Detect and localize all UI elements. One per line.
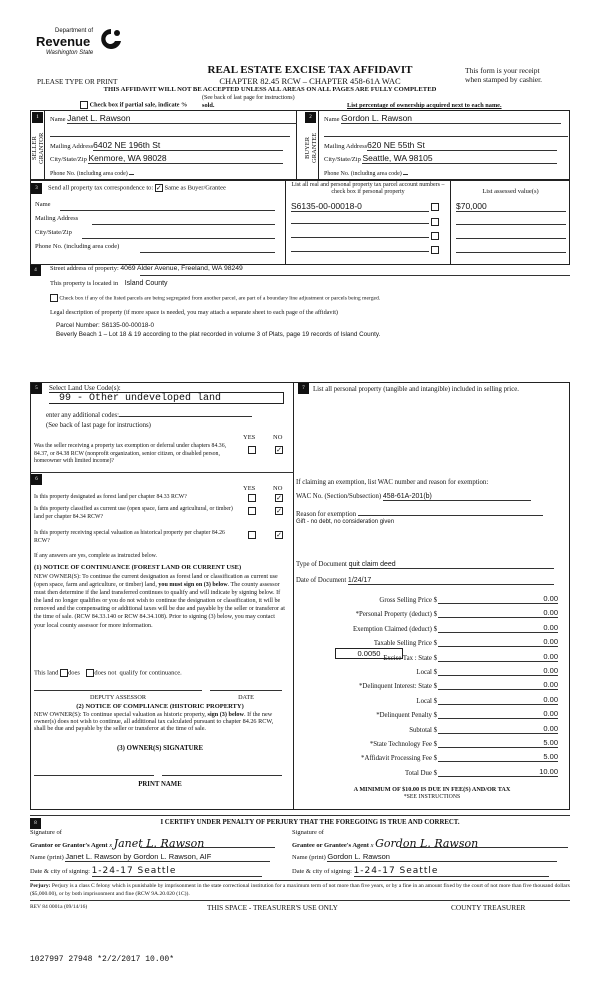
form-chapter: CHAPTER 82.45 RCW – CHAPTER 458-61A WAC [219, 76, 401, 86]
forest-question: Is this property designated as forest land per chapter 84.33 RCW? [34, 494, 187, 500]
section-7-number: 7 [298, 383, 309, 394]
buyer-name-field[interactable]: Gordon L. Rawson [341, 113, 561, 124]
tax-row [300, 738, 568, 748]
tax-row [300, 724, 568, 734]
seller-name-label: Name [50, 116, 66, 123]
please-type: PLEASE TYPE OR PRINT [37, 78, 118, 86]
section-4-number: 4 [30, 265, 41, 276]
yes-header: YES [243, 485, 256, 492]
tax-row [300, 767, 568, 777]
county-treasurer-label: COUNTY TREASURER [451, 903, 526, 912]
grantee-date-label: Date & city of signing: [292, 868, 352, 875]
section-2-number: 2 [305, 112, 316, 123]
section-8-number: 8 [30, 818, 41, 829]
doc-type-label: Type of Document [296, 561, 347, 568]
buyer-side-label: BUYER GRANTEE [304, 132, 318, 164]
grantee-name-field[interactable]: Gordon L. Rawson [327, 852, 557, 862]
buyer-phone-field[interactable] [403, 168, 408, 175]
located-label: This property is located in [50, 280, 119, 287]
corr-city-label: City/State/Zip [35, 229, 72, 236]
grantee-date-field[interactable]: 1-24-17 Seattle [354, 866, 549, 877]
personal-property-label: List all personal property (tangible and intangible) included in selling price. [313, 386, 519, 393]
qualify-label: qualify for continuance. [119, 669, 182, 677]
seller-name-field[interactable]: Janet L. Rawson [67, 113, 297, 124]
notice-compliance-text: NEW OWNER(S): To continue special valuation as historic property, sign (3) below. If the new owner(s) does not wish to continue, all additional tax calculated pursuant to chapter 84.26 RCW, shall be due and payable by the seller or transferor at the time of sale. [34, 711, 274, 733]
tax-row-value[interactable]: 0.00 [438, 652, 558, 662]
parcel-number-field[interactable] [291, 229, 429, 238]
tax-row-value[interactable]: 0.00 [438, 623, 558, 633]
tax-row-value[interactable]: 5.00 [438, 752, 558, 762]
this-land-label: This land [34, 669, 59, 677]
section-1-number: 1 [32, 112, 43, 123]
seller-phone-label: Phone No. (including area code) [50, 171, 128, 177]
doc-date-label: Date of Document [296, 577, 347, 584]
grantor-name-label: Name (print) [30, 854, 64, 861]
exemption-label: If claiming an exemption, list WAC number and reason for exemption: [296, 479, 489, 486]
logo-emblem-icon [98, 27, 124, 51]
minimum-due-note: A MINIMUM OF $10.00 IS DUE IN FEE(S) AND/OR TAX [353, 786, 511, 793]
tax-row-value[interactable]: 5.00 [438, 738, 558, 748]
owner-signature-label: (3) OWNER(S) SIGNATURE [117, 745, 203, 752]
exemption-no-checkbox[interactable]: ✓ [276, 446, 282, 454]
tax-row-label: *Delinquent Interest: State $ [359, 683, 437, 691]
cashier-stamp: 1027997 27948 *2/2/2017 10.00* [30, 955, 175, 964]
receipt-note-2: when stamped by cashier. [465, 75, 543, 84]
tax-row-label: Total Due $ [405, 769, 437, 777]
tax-row-value[interactable]: 0.00 [438, 594, 558, 604]
buyer-name-label: Name [324, 116, 340, 123]
buyer-address-field[interactable]: 620 NE 55th St [367, 140, 557, 151]
doc-type-field[interactable]: quit claim deed [349, 561, 554, 569]
parcel-header: List all real and personal property tax parcel account numbers – check box if personal property [291, 182, 445, 195]
same-as-buyer-checkbox[interactable]: ✓ [155, 184, 162, 192]
reason-label: Reason for exemption [296, 511, 357, 518]
personal-property-checkbox[interactable] [431, 232, 439, 240]
legal-desc-line1[interactable]: Parcel Number: S6135-00-00018-0 [56, 322, 155, 329]
form-title: REAL ESTATE EXCISE TAX AFFIDAVIT [207, 64, 413, 76]
warning-text: THIS AFFIDAVIT WILL NOT BE ACCEPTED UNLESS ALL AREAS ON ALL PAGES ARE FULLY COMPLETED [103, 86, 437, 93]
tax-row [300, 637, 568, 647]
section-6-number: 6 [31, 474, 42, 485]
tax-row-value[interactable]: 0.00 [438, 724, 558, 734]
treasurer-use-label: THIS SPACE - TREASURER'S USE ONLY [207, 903, 338, 912]
parcel-number-field[interactable] [291, 215, 429, 224]
segregate-checkbox[interactable] [50, 294, 58, 302]
tax-row [300, 608, 568, 618]
tax-row-label: Excise Tax : State $ [383, 654, 437, 662]
notice-continuance-text: NEW OWNER(S): To continue the current designation as forest land or classification as current use (open space, farm and agriculture, or timber) land, you must sign on (3) below. The county assessor must then determine if the land transferred continues to qualify and will indicate by signing below. If the land no longer qualifies or you do not wish to continue the designation or classification, it will be removed and the compensating or additional taxes will be due and payable by the seller or transferor at the time of sale. (RCW 84.33.140 or RCW 84.34.108). Prior to signing (3) below, you may contact your local county assessor for more information. [34, 574, 285, 629]
tax-row-label: *Affidavit Processing Fee $ [361, 755, 437, 763]
grantee-agent-label: Grantee or Grantee's Agent [292, 842, 369, 849]
grantor-agent-label: Grantor or Grantor's Agent [30, 842, 108, 849]
land-use-code-field[interactable]: 99 - Other undeveloped land [49, 392, 284, 404]
buyer-addr-label: Mailing Address [324, 143, 368, 150]
tax-row-value[interactable]: 0.00 [438, 637, 558, 647]
corr-phone-label: Phone No. (including area code) [35, 243, 120, 250]
tax-row-label: *State Technology Fee $ [369, 741, 437, 748]
signature-of-label: Signature of [30, 829, 62, 836]
grantor-signature[interactable]: Janet L. Rawson [113, 837, 205, 850]
street-label: Street address of property: [50, 265, 119, 272]
personal-property-checkbox[interactable] [431, 246, 439, 254]
value-header: List assessed value(s) [482, 188, 539, 195]
see-instructions-note: *SEE INSTRUCTIONS [403, 794, 461, 800]
wac-label: WAC No. (Section/Subsection) [296, 493, 382, 500]
notice-compliance-title: (2) NOTICE OF COMPLIANCE (HISTORIC PROPERTY) [76, 703, 244, 710]
section-5-number: 5 [31, 383, 42, 394]
yes-header: YES [243, 434, 256, 441]
forest-yes-checkbox[interactable] [248, 494, 256, 502]
partial-sale-checkbox[interactable] [80, 101, 88, 109]
tax-row [300, 623, 568, 633]
receipt-note-1: This form is your receipt [465, 66, 540, 75]
seller-side-label: SELLER GRANTOR [31, 132, 45, 164]
tax-row [300, 695, 568, 705]
segregate-label: Check box if any of the listed parcels are being segregated from another parcel, are part of a boundary line adjustment or parcels being merged. [59, 295, 381, 302]
corr-name-label: Name [35, 201, 51, 208]
tax-row-label: *Personal Property (deduct) $ [355, 611, 437, 619]
form-revision: REV 84 0001a (09/14/16) [30, 904, 88, 910]
corr-name-field[interactable] [60, 210, 275, 211]
buyer-city-field[interactable]: Seattle, WA 98105 [362, 153, 557, 164]
grantor-date-label: Date & city of signing: [30, 868, 90, 875]
deputy-assessor-label: DEPUTY ASSESSOR [90, 694, 146, 701]
personal-property-checkbox[interactable] [431, 203, 439, 211]
assessed-value-field[interactable] [456, 224, 566, 225]
assessor-date-line[interactable] [210, 690, 282, 691]
partial-sale-label: Check box if partial sale, indicate % [89, 101, 188, 109]
current-use-question: Is this property classified as current use (open space, farm and agricultural, or timber) land per chapter 84.34 RCW? [34, 506, 233, 520]
seller-phone-field[interactable] [129, 168, 134, 175]
current-use-yes-checkbox[interactable] [248, 507, 256, 515]
tax-row [300, 594, 568, 604]
tax-row-value[interactable]: 0.00 [438, 695, 558, 705]
local-rate-field[interactable]: 0.0050 [335, 648, 403, 659]
no-header: NO [273, 485, 283, 492]
historic-no-checkbox[interactable]: ✓ [276, 531, 282, 539]
assessed-value-field[interactable]: $70,000 [456, 201, 566, 212]
reason-line[interactable] [358, 508, 543, 516]
same-as-buyer-label: Same as Buyer/Grantee [164, 184, 226, 192]
assessed-value-field[interactable] [456, 252, 566, 253]
tax-row-label: Local $ [416, 669, 437, 676]
corr-city-field[interactable] [82, 238, 275, 239]
x-mark: x [370, 842, 374, 849]
certify-statement: I CERTIFY UNDER PENALTY OF PERJURY THAT THE FOREGOING IS TRUE AND CORRECT. [160, 819, 460, 826]
tax-row-label: *Delinquent Penalty $ [376, 712, 437, 720]
owner-signature-line[interactable] [34, 775, 154, 776]
seller-city-label: City/State/Zip [50, 156, 87, 163]
tax-row-value[interactable]: 0.00 [438, 608, 558, 618]
see-back-note: (See back of last page for instructions) [202, 95, 295, 101]
sold-label: sold. [202, 102, 215, 109]
street-address-field[interactable]: 4069 Alder Avenue, Freeland, WA 98249 [120, 265, 243, 272]
corr-addr-label: Mailing Address [35, 215, 79, 222]
tax-row [300, 709, 568, 719]
tax-row-label: Exemption Claimed (deduct) $ [353, 625, 437, 633]
tax-row-value[interactable]: 10.00 [438, 767, 558, 777]
if-yes-note: If any answers are yes, complete as instructed below. [34, 553, 157, 559]
doc-date-field[interactable]: 1/24/17 [348, 577, 554, 585]
historic-question: Is this property receiving special valuation as historical property per chapter 84.26 RCW? [34, 530, 225, 544]
tax-row [300, 666, 568, 676]
legal-desc-line2[interactable]: Beverly Beach 1 – Lot 18 & 19 according to the plat recorded in volume 3 of Plats, page 19 records of Island County. [56, 331, 381, 338]
x-mark: x [109, 842, 113, 849]
grantor-name-field[interactable]: Janet L. Rawson by Gordon L. Rawson, AIF [65, 852, 270, 862]
tax-row-value[interactable]: 0.00 [438, 680, 558, 690]
seller-city-field[interactable]: Kenmore, WA 98028 [88, 153, 283, 164]
grantee-name-label: Name (print) [292, 854, 326, 861]
corr-address-field[interactable] [92, 224, 275, 225]
grantee-signature[interactable]: Gordon L. Rawson [375, 837, 479, 850]
exemption-question: Was the seller receiving a property tax exemption or deferral under chapters 84.36, 84.37, or 84.38 RCW (nonprofit organization, senior citizen, or disabled person, homeowner with limited income)? [34, 443, 227, 464]
current-use-no-checkbox[interactable]: ✓ [276, 507, 282, 515]
tax-row [300, 752, 568, 762]
tax-row [300, 680, 568, 690]
assessed-value-field[interactable] [456, 238, 566, 239]
logo-line1: Department of [55, 28, 94, 34]
date-label: DATE [238, 694, 254, 701]
perjury-notice: Perjury: Perjury is a class C felony which is punishable by imprisonment in the state correctional institution for a maximum term of not more than five years, or by a fine in an amount fixed by the court of not more than five thousand dollars ($5,000.00), or by both imprisonment and fine (RCW 9A.20.020 (1C)). [30, 883, 570, 897]
signature-of-label: Signature of [292, 829, 324, 836]
legal-desc-label: Legal description of property (if more space is needed, you may attach a separate sheet to each page of the affidavit) [50, 309, 338, 316]
forest-no-checkbox[interactable]: ✓ [276, 494, 282, 502]
tax-row-label: Subtotal $ [409, 726, 437, 734]
ownership-note: List percentage of ownership acquired next to each name. [347, 102, 502, 109]
seller-address-field[interactable]: 6402 NE 196th St [93, 140, 283, 151]
county-field[interactable]: Island County [124, 280, 168, 287]
seller-addr-label: Mailing Address [50, 143, 94, 150]
section-3-number: 3 [31, 183, 42, 194]
land-use-label: Select Land Use Code(s): [49, 384, 121, 392]
no-header: NO [273, 434, 283, 441]
owner-print-line[interactable] [162, 775, 282, 776]
land-use-see-back: (See back of last page for instructions) [46, 422, 151, 429]
does-label: does [68, 669, 80, 677]
parcel-number-field[interactable] [291, 243, 429, 252]
deputy-assessor-signature-line[interactable] [34, 690, 202, 691]
wac-field[interactable]: 458-61A-201(b) [383, 493, 531, 501]
logo-line3: Washington State [46, 50, 94, 56]
does-not-label: does not [94, 669, 117, 677]
corr-phone-field[interactable] [140, 252, 275, 253]
parcel-number-field[interactable]: S6135-00-00018-0 [291, 201, 429, 212]
tax-row-label: Gross Selling Price $ [379, 597, 437, 604]
logo-line2: Revenue [36, 34, 91, 49]
print-name-label: PRINT NAME [138, 781, 182, 788]
tax-row-value[interactable]: 0.00 [438, 666, 558, 676]
buyer-phone-label: Phone No. (including area code) [324, 171, 402, 177]
does-checkbox[interactable] [60, 669, 68, 677]
exemption-yes-checkbox[interactable] [248, 446, 256, 454]
send-correspondence-label: Send all property tax correspondence to: [48, 184, 154, 192]
reason-field[interactable]: Gift - no debt, no consideration given [296, 519, 395, 525]
tax-row-label: Taxable Selling Price $ [373, 640, 437, 648]
notice-continuance-title: (1) NOTICE OF CONTINUANCE (FOREST LAND OR CURRENT USE) [34, 564, 242, 571]
tax-row-label: Local $ [416, 697, 437, 705]
grantor-date-field[interactable]: 1-24-17 Seattle [92, 866, 262, 877]
historic-yes-checkbox[interactable] [248, 531, 256, 539]
additional-codes-field[interactable] [119, 409, 252, 417]
additional-codes-label: enter any additional codes: [46, 412, 120, 419]
tax-row-value[interactable]: 0.00 [438, 709, 558, 719]
buyer-city-label: City/State/Zip [324, 156, 361, 163]
personal-property-checkbox[interactable] [431, 218, 439, 226]
